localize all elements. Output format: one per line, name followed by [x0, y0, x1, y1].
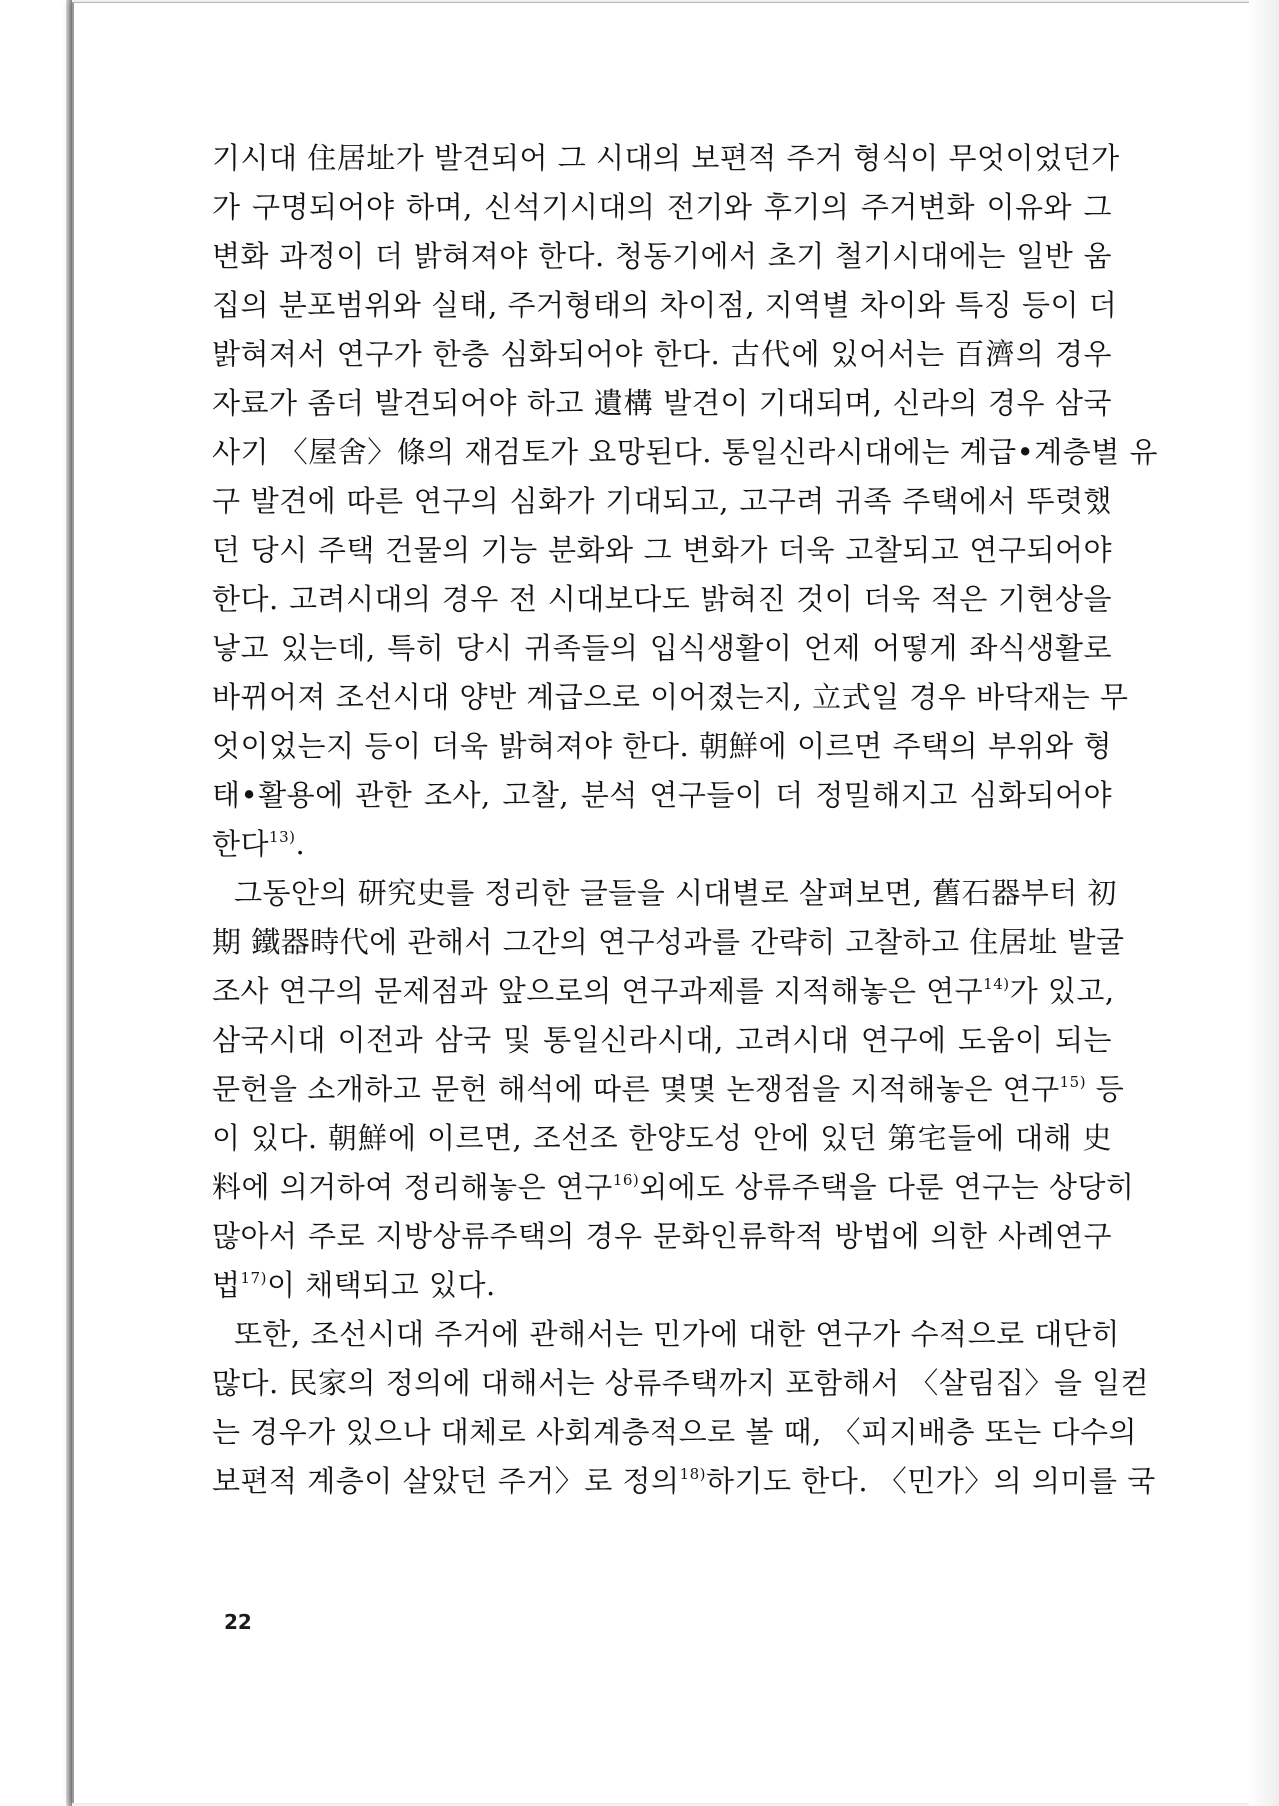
text-line: 변화 과정이 더 밝혀져야 한다. 청동기에서 초기 철기시대에는 일반 움 [212, 239, 1112, 273]
line-text: 料에 의거하여 정리해놓은 연구 [212, 1170, 613, 1204]
line-text: 이 채택되고 있다. [266, 1268, 496, 1302]
text-line: 많다. 民家의 정의에 대해서는 상류주택까지 포함해서 〈살림집〉을 일컫 [212, 1366, 1150, 1400]
text-line [212, 1163, 1135, 1212]
page-edge-shadow [1249, 0, 1279, 1806]
text-line: 한다. 고려시대의 경우 전 시대보다도 밝혀진 것이 더욱 적은 기현상을 [212, 582, 1112, 616]
line-text: 한다 [212, 827, 270, 861]
line-text: 하기도 한다. 〈민가〉의 의미를 국 [706, 1464, 1156, 1498]
text-line: 바뀌어져 조선시대 양반 계급으로 이어졌는지, 立式일 경우 바닥재는 무 [212, 680, 1129, 714]
text-line [212, 1065, 1125, 1114]
line-text: 조사 연구의 문제점과 앞으로의 연구과제를 지적해놓은 연구 [212, 974, 984, 1008]
text-line: 이 있다. 朝鮮에 이르면, 조선조 한양도성 안에 있던 第宅들에 대해 史 [212, 1121, 1112, 1155]
line-text: 문헌을 소개하고 문헌 해석에 따른 몇몇 논쟁점을 지적해놓은 연구 [212, 1072, 1060, 1106]
text-line: 태•활용에 관한 조사, 고찰, 분석 연구들이 더 정밀해지고 심화되어야 [212, 778, 1112, 812]
footnote-ref: 13) [269, 828, 296, 846]
text-line: 던 당시 주택 건물의 기능 분화와 그 변화가 더욱 고찰되고 연구되어야 [212, 533, 1112, 567]
line-text: 등 [1086, 1072, 1125, 1106]
footnote-ref: 15) [1059, 1073, 1087, 1091]
text-line: 자료가 좀더 발견되어야 하고 遺構 발견이 기대되며, 신라의 경우 삼국 [212, 386, 1112, 420]
text-line: 밝혀져서 연구가 한층 심화되어야 한다. 古代에 있어서는 百濟의 경우 [212, 337, 1112, 371]
paragraph-start-line: 그동안의 研究史를 정리한 글들을 시대별로 살펴보면, 舊石器부터 初 [234, 876, 1118, 910]
text-line: 엇이었는지 등이 더욱 밝혀져야 한다. 朝鮮에 이르면 주택의 부위와 형 [212, 729, 1112, 763]
line-text: 보편적 계층이 살았던 주거〉로 정의 [212, 1464, 680, 1498]
text-line: 많아서 주로 지방상류주택의 경우 문화인류학적 방법에 의한 사례연구 [212, 1219, 1112, 1253]
paragraph-start-line: 또한, 조선시대 주거에 관해서는 민가에 대한 연구가 수적으로 대단히 [234, 1317, 1120, 1351]
line-text: 가 있고, [1009, 974, 1115, 1008]
line-text: 법 [212, 1268, 241, 1302]
text-line: 사기 〈屋舍〉條의 재검토가 요망된다. 통일신라시대에는 계급•계층별 유 [212, 435, 1158, 469]
text-line: 낳고 있는데, 특히 당시 귀족들의 입식생활이 언제 어떻게 좌식생활로 [212, 631, 1112, 665]
line-text: . [295, 827, 306, 861]
text-line: 가 구명되어야 하며, 신석기시대의 전기와 후기의 주거변화 이유와 그 [212, 190, 1112, 224]
text-line [212, 1261, 1112, 1310]
footnote-ref: 17) [240, 1269, 267, 1287]
text-line: 구 발견에 따른 연구의 심화가 기대되고, 고구려 귀족 주택에서 뚜렷했 [212, 484, 1112, 518]
text-line: 삼국시대 이전과 삼국 및 통일신라시대, 고려시대 연구에 도움이 되는 [212, 1023, 1112, 1057]
line-text: 외에도 상류주택을 다룬 연구는 상당히 [639, 1170, 1135, 1204]
footnote-ref: 16) [612, 1171, 640, 1189]
text-line: 期 鐵器時代에 관해서 그간의 연구성과를 간략히 고찰하고 住居址 발굴 [212, 925, 1125, 959]
text-line: 기시대 住居址가 발견되어 그 시대의 보편적 주거 형식이 무엇이었던가 [212, 141, 1120, 175]
text-line: 는 경우가 있으나 대체로 사회계층적으로 볼 때, 〈피지배층 또는 다수의 [212, 1415, 1138, 1449]
text-line [212, 820, 1112, 869]
text-line [212, 1457, 1156, 1506]
text-line: 집의 분포범위와 실태, 주거형태의 차이점, 지역별 차이와 특징 등이 더 [212, 288, 1118, 322]
page-number: 22 [224, 1610, 252, 1634]
text-line [212, 967, 1115, 1016]
body-text [212, 134, 1158, 1506]
footnote-ref: 14) [983, 975, 1010, 993]
footnote-ref: 18) [679, 1465, 707, 1483]
